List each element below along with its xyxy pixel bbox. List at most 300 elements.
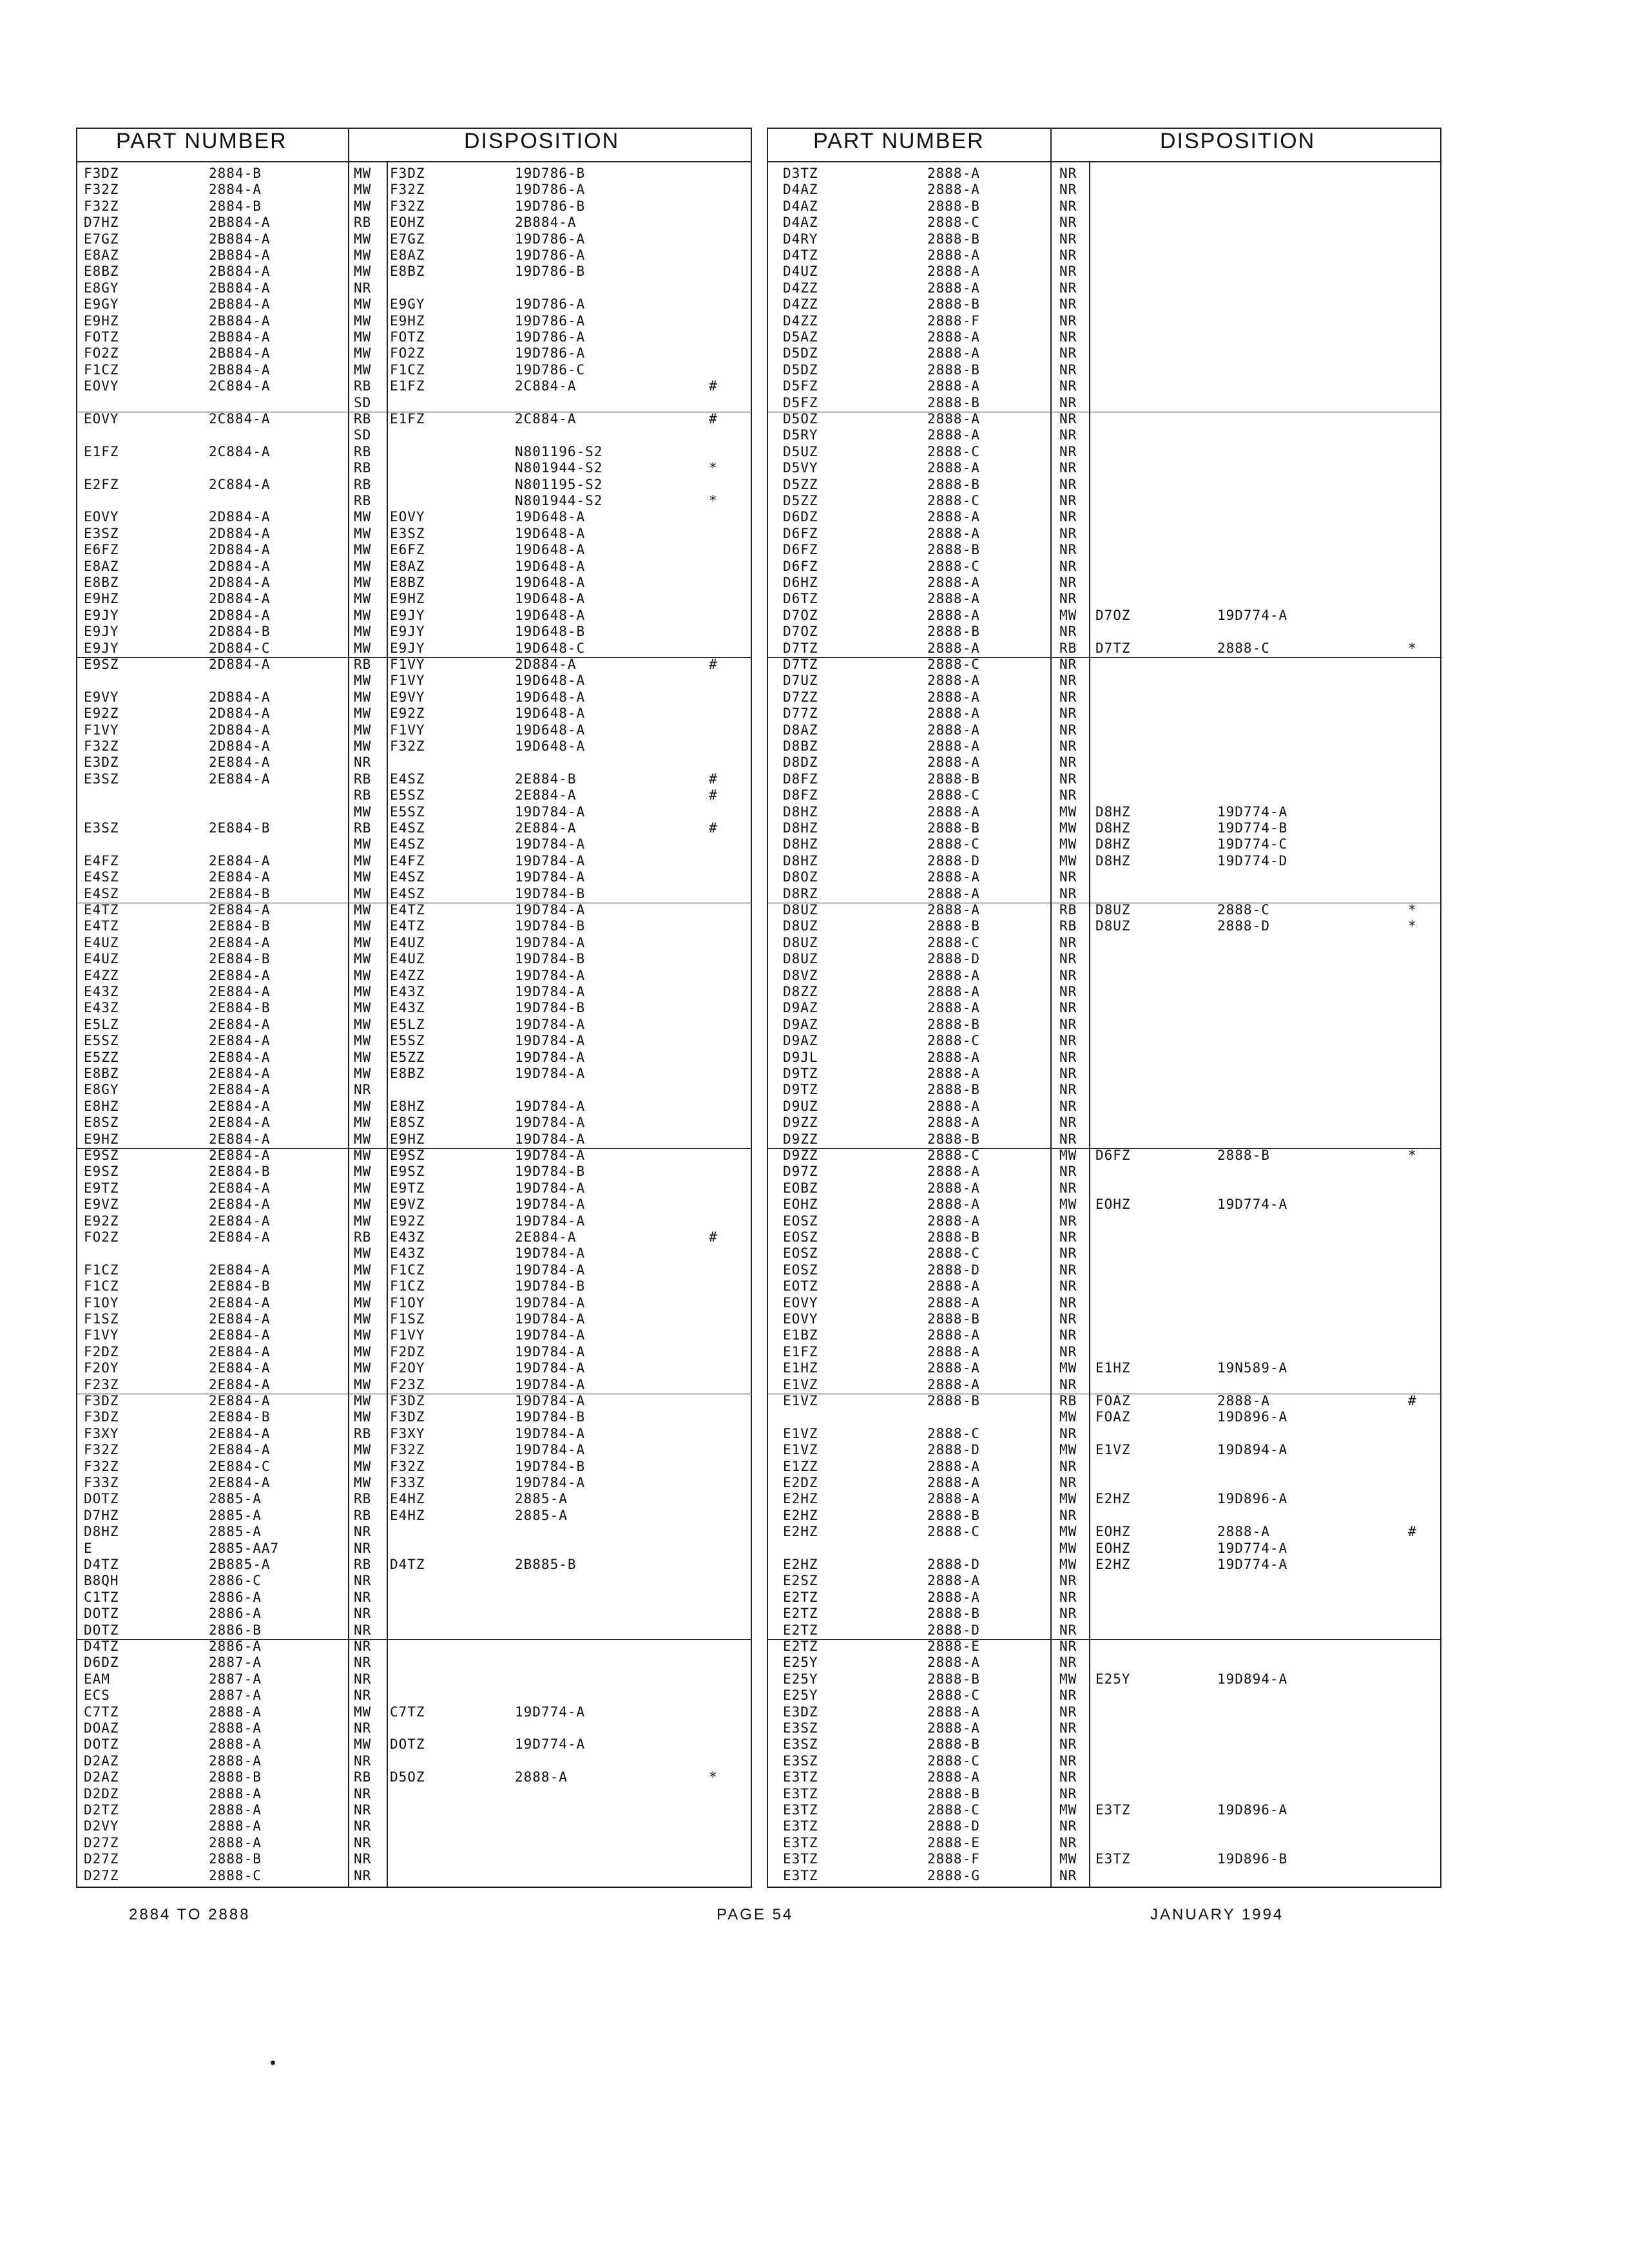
left-part: F2OY xyxy=(84,1360,119,1376)
left-code: NR xyxy=(354,1540,372,1556)
right-number: 2888-B xyxy=(927,476,980,492)
left-ref-number: 19D648-A xyxy=(515,738,586,754)
right-number: 2888-A xyxy=(927,1164,980,1180)
left-code: MW xyxy=(354,264,372,280)
left-ref-part: E9TZ xyxy=(390,1180,425,1196)
left-code: MW xyxy=(354,1343,372,1360)
right-number: 2888-B xyxy=(927,624,980,640)
right-number: 2888-A xyxy=(927,706,980,722)
left-ref-part: EOHZ xyxy=(390,215,425,231)
right-part: D6FZ xyxy=(783,525,818,541)
left-code: NR xyxy=(354,1524,372,1540)
left-code: NR xyxy=(354,1851,372,1867)
left-code: MW xyxy=(354,836,372,852)
left-ref-number: 19D648-B xyxy=(515,624,586,640)
left-ref-part: C7TZ xyxy=(390,1704,425,1720)
left-code: RB xyxy=(354,787,372,803)
left-code: MW xyxy=(354,1278,372,1294)
right-code: NR xyxy=(1059,443,1077,459)
left-code: MW xyxy=(354,1066,372,1081)
left-part: F33Z xyxy=(84,1475,119,1490)
left-ref-part: F1VY xyxy=(390,657,425,672)
right-code: NR xyxy=(1059,1262,1077,1278)
left-part: F3DZ xyxy=(84,166,119,181)
right-ref-number: 19D774-D xyxy=(1217,852,1288,869)
left-part: F1VY xyxy=(84,1327,119,1343)
footer-range: 2884 TO 2888 xyxy=(129,1906,251,1923)
left-ref-number: 19D648-A xyxy=(515,575,586,590)
left-ref-number: 19D648-A xyxy=(515,673,586,689)
left-number: 2E884-A xyxy=(209,1049,271,1065)
left-part: E9HZ xyxy=(84,591,119,607)
left-code: MW xyxy=(354,1704,372,1720)
right-code: NR xyxy=(1059,1016,1077,1032)
right-part: D9AZ xyxy=(783,1016,818,1032)
right-code: NR xyxy=(1059,869,1077,885)
left-part: F1CZ xyxy=(84,361,119,378)
left-number: 2D884-A xyxy=(209,738,271,754)
right-number: 2888-A xyxy=(927,1376,980,1392)
left-code: MW xyxy=(354,231,372,247)
left-code: MW xyxy=(354,247,372,263)
left-ref-part: E9VY xyxy=(390,689,425,705)
right-code: NR xyxy=(1059,329,1077,345)
left-part: E8AZ xyxy=(84,558,119,574)
left-code: MW xyxy=(354,624,372,640)
left-part: B8QH xyxy=(84,1573,119,1589)
left-code: NR xyxy=(354,1573,372,1589)
left-part: DOTZ xyxy=(84,1491,119,1507)
left-code: MW xyxy=(354,1327,372,1343)
left-ref-number: N801195-S2 xyxy=(515,476,603,492)
right-number: 2888-A xyxy=(927,738,980,754)
right-part: E25Y xyxy=(783,1687,818,1704)
right-part: D9AZ xyxy=(783,1000,818,1016)
left-ref-number: 2E884-A xyxy=(515,820,577,836)
right-ref-part: D7TZ xyxy=(1095,640,1131,656)
left-ref-part: E8BZ xyxy=(390,575,425,590)
left-code: MW xyxy=(354,1148,372,1163)
right-part: D8AZ xyxy=(783,722,818,738)
right-code: NR xyxy=(1059,1131,1077,1147)
left-part: E8BZ xyxy=(84,575,119,590)
right-part: E3TZ xyxy=(783,1802,818,1818)
right-number: 2888-D xyxy=(927,1442,980,1458)
left-code: NR xyxy=(354,280,372,296)
left-ref-number: 19D648-A xyxy=(515,689,586,705)
left-number: 2E884-B xyxy=(209,820,271,836)
right-part: D4TZ xyxy=(783,247,818,263)
left-ref-number: 2885-A xyxy=(515,1507,568,1523)
left-code: MW xyxy=(354,591,372,607)
row-group-rule xyxy=(76,1639,751,1640)
left-flag: * xyxy=(709,460,718,476)
right-part: D9ZZ xyxy=(783,1148,818,1163)
right-code: NR xyxy=(1059,166,1077,181)
left-ref-part: E7GZ xyxy=(390,231,425,247)
left-ref-part: E4TZ xyxy=(390,918,425,934)
left-ref-part: E43Z xyxy=(390,1229,425,1245)
left-number: 2D884-A xyxy=(209,657,271,672)
right-part: EOTZ xyxy=(783,1278,818,1294)
left-ref-part: F1SZ xyxy=(390,1311,425,1327)
right-part: D5UZ xyxy=(783,443,818,459)
right-part: E3SZ xyxy=(783,1736,818,1753)
right-part: EOSZ xyxy=(783,1262,818,1278)
right-ref-number: 19D894-A xyxy=(1217,1671,1288,1687)
right-flag: * xyxy=(1408,918,1417,934)
left-code: MW xyxy=(354,1409,372,1425)
right-part: D8ZZ xyxy=(783,984,818,999)
right-part: EOVY xyxy=(783,1311,818,1327)
left-ref-number: 19D784-A xyxy=(515,934,586,950)
right-part: D4AZ xyxy=(783,182,818,198)
right-number: 2888-B xyxy=(927,394,980,410)
left-code: SD xyxy=(354,394,372,410)
left-part: C1TZ xyxy=(84,1589,119,1605)
right-number: 2888-C xyxy=(927,493,980,508)
right-number: 2888-B xyxy=(927,1671,980,1687)
left-ref-part: F2OY xyxy=(390,1360,425,1376)
left-ref-part: F3DZ xyxy=(390,1393,425,1408)
header-bottom-rule xyxy=(76,161,751,162)
right-part: D5DZ xyxy=(783,361,818,378)
right-code: NR xyxy=(1059,1278,1077,1294)
right-number: 2888-A xyxy=(927,1769,980,1785)
right-number: 2888-A xyxy=(927,967,980,983)
left-part: E9VZ xyxy=(84,1196,119,1213)
right-part: D8UZ xyxy=(783,951,818,967)
left-number: 2B884-A xyxy=(209,231,271,247)
left-code: MW xyxy=(354,1393,372,1408)
right-part: E2HZ xyxy=(783,1507,818,1523)
left-part: E8AZ xyxy=(84,247,119,263)
left-number: 2C884-A xyxy=(209,443,271,459)
left-ref-number: 19D786-A xyxy=(515,231,586,247)
left-number: 2E884-A xyxy=(209,1196,271,1213)
right-part: D5DZ xyxy=(783,345,818,361)
left-code: MW xyxy=(354,1213,372,1229)
right-number: 2888-A xyxy=(927,1704,980,1720)
left-ref-number: 19D784-A xyxy=(515,1033,586,1049)
left-ref-number: 19D786-A xyxy=(515,312,586,329)
right-part: E1HZ xyxy=(783,1360,818,1376)
left-code: RB xyxy=(354,1557,372,1572)
right-number: 2888-B xyxy=(927,1785,980,1802)
right-number: 2888-A xyxy=(927,1066,980,1081)
left-code: NR xyxy=(354,1639,372,1654)
left-ref-number: 2E884-A xyxy=(515,787,577,803)
left-code: MW xyxy=(354,166,372,181)
right-code: NR xyxy=(1059,231,1077,247)
left-code: MW xyxy=(354,951,372,967)
header-top-rule xyxy=(76,128,751,129)
right-part: E3TZ xyxy=(783,1834,818,1850)
right-number: 2888-A xyxy=(927,1213,980,1229)
left-part: E5ZZ xyxy=(84,1049,119,1065)
right-part: D5RY xyxy=(783,427,818,443)
left-code: RB xyxy=(354,1769,372,1785)
right-code: NR xyxy=(1059,787,1077,803)
right-ref-number: 19D774-A xyxy=(1217,1557,1288,1572)
right-code: NR xyxy=(1059,312,1077,329)
right-ref-number: 19D894-A xyxy=(1217,1442,1288,1458)
left-code: MW xyxy=(354,1736,372,1753)
left-number: 2C884-A xyxy=(209,378,271,394)
right-part: D8UZ xyxy=(783,902,818,918)
right-number: 2888-A xyxy=(927,607,980,623)
left-ref-part: FO2Z xyxy=(390,345,425,361)
left-ref-part: D5OZ xyxy=(390,1769,425,1785)
right-code: NR xyxy=(1059,1376,1077,1392)
left-ref-part: F32Z xyxy=(390,1442,425,1458)
header-bottom-rule xyxy=(767,161,1440,162)
right-code: NR xyxy=(1059,624,1077,640)
left-ref-number: 19D784-A xyxy=(515,1425,586,1441)
left-ref-number: 19D784-A xyxy=(515,1393,586,1408)
right-code: NR xyxy=(1059,706,1077,722)
left-ref-number: 19D784-A xyxy=(515,1360,586,1376)
left-code: NR xyxy=(354,1753,372,1769)
right-number: 2888-A xyxy=(927,885,980,901)
left-code: MW xyxy=(354,1033,372,1049)
right-number: 2888-C xyxy=(927,215,980,231)
left-ref-number: 19D648-A xyxy=(515,706,586,722)
left-part: E3DZ xyxy=(84,754,119,771)
left-number: 2885-A xyxy=(209,1491,262,1507)
right-part: D7OZ xyxy=(783,624,818,640)
left-number: 2E884-A xyxy=(209,902,271,918)
right-code: MW xyxy=(1059,1148,1077,1163)
right-number: 2888-C xyxy=(927,1245,980,1262)
right-ref-part: E2HZ xyxy=(1095,1557,1131,1572)
right-code: NR xyxy=(1059,1507,1077,1523)
right-part: E2DZ xyxy=(783,1475,818,1490)
left-ref-number: 19D784-A xyxy=(515,836,586,852)
right-number: 2888-A xyxy=(927,329,980,345)
right-number: 2888-A xyxy=(927,1294,980,1311)
left-number: 2B884-A xyxy=(209,329,271,345)
right-part: D6HZ xyxy=(783,575,818,590)
left-ref-part: F1CZ xyxy=(390,1278,425,1294)
right-part: EOVY xyxy=(783,1294,818,1311)
left-part: E9HZ xyxy=(84,312,119,329)
left-part: F32Z xyxy=(84,198,119,214)
left-ref-number: 19D784-A xyxy=(515,1066,586,1081)
right-ref-part: EOHZ xyxy=(1095,1196,1131,1213)
right-part: D8BZ xyxy=(783,738,818,754)
right-code: NR xyxy=(1059,1049,1077,1065)
left-ref-part: E4ZZ xyxy=(390,967,425,983)
left-part: E7GZ xyxy=(84,231,119,247)
right-part: D8VZ xyxy=(783,967,818,983)
right-code: NR xyxy=(1059,525,1077,541)
left-number: 2E884-B xyxy=(209,918,271,934)
left-ref-part: E9VZ xyxy=(390,1196,425,1213)
right-code: NR xyxy=(1059,1769,1077,1785)
left-ref-number: 19D648-A xyxy=(515,607,586,623)
right-part: D7TZ xyxy=(783,640,818,656)
right-code: NR xyxy=(1059,411,1077,427)
left-part: FOTZ xyxy=(84,329,119,345)
left-number: 2E884-B xyxy=(209,951,271,967)
left-code: MW xyxy=(354,673,372,689)
right-ref-part: E1HZ xyxy=(1095,1360,1131,1376)
right-number: 2888-D xyxy=(927,1622,980,1638)
right-number: 2888-A xyxy=(927,182,980,198)
left-ref-number: 19D784-A xyxy=(515,1311,586,1327)
right-number: 2888-C xyxy=(927,1425,980,1441)
left-code: MW xyxy=(354,1262,372,1278)
right-code: NR xyxy=(1059,1425,1077,1441)
right-part: D5AZ xyxy=(783,329,818,345)
right-code: NR xyxy=(1059,1867,1077,1883)
left-code: RB xyxy=(354,771,372,787)
left-code: MW xyxy=(354,1311,372,1327)
right-code: NR xyxy=(1059,345,1077,361)
left-code: MW xyxy=(354,329,372,345)
left-number: 2B884-A xyxy=(209,312,271,329)
left-number: 2D884-A xyxy=(209,689,271,705)
left-number: 2E884-A xyxy=(209,1033,271,1049)
right-part: D8FZ xyxy=(783,787,818,803)
right-part: D7OZ xyxy=(783,607,818,623)
left-part: E8GY xyxy=(84,1082,119,1098)
left-ref-part: E4SZ xyxy=(390,771,425,787)
right-ref-number: 19D896-A xyxy=(1217,1491,1288,1507)
left-number: 2886-A xyxy=(209,1606,262,1622)
left-number: 2B884-A xyxy=(209,247,271,263)
left-code: MW xyxy=(354,525,372,541)
left-flag: # xyxy=(709,771,718,787)
left-part: E9SZ xyxy=(84,657,119,672)
left-code: RB xyxy=(354,1491,372,1507)
right-code: NR xyxy=(1059,1294,1077,1311)
right-code: NR xyxy=(1059,1245,1077,1262)
right-number: 2888-A xyxy=(927,460,980,476)
right-code: NR xyxy=(1059,1606,1077,1622)
left-part: E43Z xyxy=(84,1000,119,1016)
left-code: MW xyxy=(354,182,372,198)
right-part: EOHZ xyxy=(783,1196,818,1213)
right-code: MW xyxy=(1059,1802,1077,1818)
left-ref-number: 2D884-A xyxy=(515,657,577,672)
left-number: 2E884-A xyxy=(209,1343,271,1360)
right-number: 2888-A xyxy=(927,1360,980,1376)
left-part: E8HZ xyxy=(84,1098,119,1114)
left-code: MW xyxy=(354,1049,372,1065)
right-part: D9JL xyxy=(783,1049,818,1065)
right-part: E1VZ xyxy=(783,1393,818,1408)
right-ref-number: 19D774-A xyxy=(1217,607,1288,623)
right-number: 2888-F xyxy=(927,312,980,329)
right-number: 2888-C xyxy=(927,934,980,950)
left-ref-part: DOTZ xyxy=(390,1736,425,1753)
column-separator xyxy=(1050,128,1052,1888)
right-number: 2888-A xyxy=(927,575,980,590)
right-number: 2888-C xyxy=(927,657,980,672)
left-part: FO2Z xyxy=(84,1229,119,1245)
left-part: DOTZ xyxy=(84,1606,119,1622)
left-ref-number: 19D648-A xyxy=(515,542,586,558)
left-number: 2B884-A xyxy=(209,361,271,378)
left-code: MW xyxy=(354,984,372,999)
left-number: 2E884-A xyxy=(209,1229,271,1245)
right-ref-part: FOAZ xyxy=(1095,1393,1131,1408)
right-ref-part: D8HZ xyxy=(1095,836,1131,852)
left-ref-part: E4UZ xyxy=(390,951,425,967)
right-code: NR xyxy=(1059,1213,1077,1229)
right-ref-part: E1VZ xyxy=(1095,1442,1131,1458)
right-code: NR xyxy=(1059,1229,1077,1245)
right-ref-number: 2888-D xyxy=(1217,918,1270,934)
left-ref-part: E9JY xyxy=(390,607,425,623)
left-code: RB xyxy=(354,1507,372,1523)
right-code: NR xyxy=(1059,215,1077,231)
left-part: D2DZ xyxy=(84,1785,119,1802)
right-part: E2HZ xyxy=(783,1557,818,1572)
right-ref-number: 19D774-A xyxy=(1217,1540,1288,1556)
right-code: NR xyxy=(1059,1458,1077,1474)
left-ref-number: 19D784-B xyxy=(515,951,586,967)
left-ref-part: E4FZ xyxy=(390,852,425,869)
left-part: EOVY xyxy=(84,509,119,525)
left-number: 2888-A xyxy=(209,1818,262,1834)
right-part: E1FZ xyxy=(783,1343,818,1360)
right-number: 2888-B xyxy=(927,1082,980,1098)
left-number: 2887-A xyxy=(209,1671,262,1687)
left-number: 2888-A xyxy=(209,1834,262,1850)
right-number: 2888-B xyxy=(927,1606,980,1622)
left-number: 2D884-A xyxy=(209,575,271,590)
left-ref-part: E1FZ xyxy=(390,411,425,427)
table-bottom-rule xyxy=(767,1887,1440,1888)
left-ref-part: E43Z xyxy=(390,984,425,999)
left-ref-number: 19D784-A xyxy=(515,984,586,999)
left-part: D7HZ xyxy=(84,215,119,231)
right-part: D7ZZ xyxy=(783,689,818,705)
left-part: E xyxy=(84,1540,93,1556)
left-number: 2E884-A xyxy=(209,1376,271,1392)
left-code: RB xyxy=(354,820,372,836)
right-code: NR xyxy=(1059,1704,1077,1720)
left-part: D27Z xyxy=(84,1851,119,1867)
left-part: D2TZ xyxy=(84,1802,119,1818)
right-part: D5ZZ xyxy=(783,493,818,508)
right-number: 2888-A xyxy=(927,280,980,296)
left-part: D4TZ xyxy=(84,1557,119,1572)
right-code: NR xyxy=(1059,771,1077,787)
left-ref-number: 2C884-A xyxy=(515,378,577,394)
right-ref-part: D8HZ xyxy=(1095,820,1131,836)
right-number: 2888-A xyxy=(927,1573,980,1589)
left-code: NR xyxy=(354,1802,372,1818)
left-number: 2886-A xyxy=(209,1589,262,1605)
left-flag: # xyxy=(709,787,718,803)
left-number: 2888-A xyxy=(209,1736,262,1753)
left-ref-part: EOVY xyxy=(390,509,425,525)
right-code: NR xyxy=(1059,1655,1077,1671)
left-ref-part: F3XY xyxy=(390,1425,425,1441)
column-separator xyxy=(767,128,768,1888)
left-number: 2E884-B xyxy=(209,1000,271,1016)
left-code: MW xyxy=(354,934,372,950)
left-number: 2E884-A xyxy=(209,1131,271,1147)
right-part: D8RZ xyxy=(783,885,818,901)
right-code: NR xyxy=(1059,1066,1077,1081)
right-part: D4ZZ xyxy=(783,280,818,296)
left-ref-number: 19D784-A xyxy=(515,1343,586,1360)
